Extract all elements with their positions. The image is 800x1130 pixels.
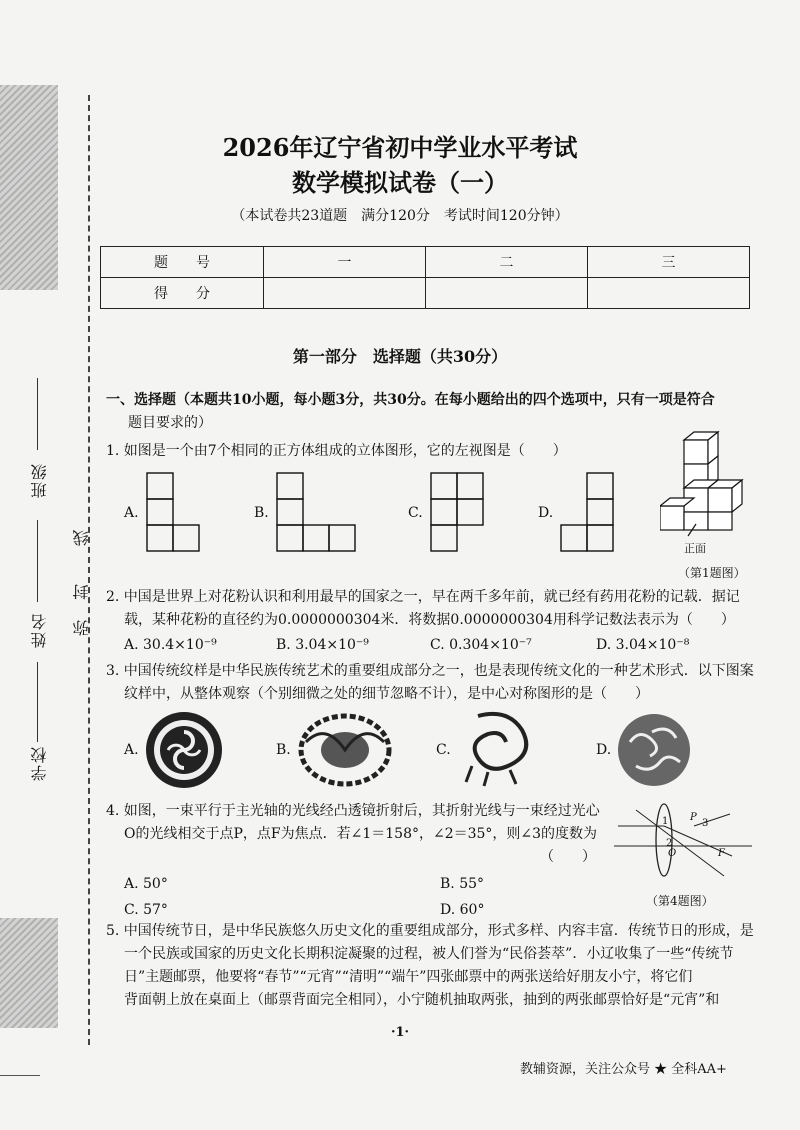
q1-option-a-figure <box>146 472 202 556</box>
binding-feng: 封 <box>72 582 91 600</box>
q1-option-b-figure <box>276 472 358 556</box>
q3-option-a[interactable]: A. <box>124 742 139 758</box>
q4-label-1: 1 <box>662 816 669 827</box>
page-number: ·1· <box>390 1025 410 1040</box>
score-header-cell: 题 号 <box>101 247 264 278</box>
q4-label-o: O <box>668 848 677 859</box>
q1-option-b[interactable]: B. <box>254 505 269 521</box>
class-blank[interactable] <box>37 378 38 450</box>
q4-option-b[interactable]: B. 55° <box>440 876 485 892</box>
q1-option-c-figure <box>430 472 486 556</box>
q4-option-a[interactable]: A. 50° <box>124 876 168 892</box>
q4-label-3: 3 <box>702 818 709 829</box>
q5-line4: 背面朝上放在桌面上（邮票背面完全相同），小宁随机抽取两张，抽到的两张邮票恰好是“元宵”和 <box>124 992 720 1008</box>
binding-xian: 线 <box>72 528 91 546</box>
q1-caption: （第1题图） <box>678 566 746 580</box>
score-header-cell: 三 <box>588 247 750 278</box>
binding-mi: 弥 <box>72 618 91 636</box>
q3-option-d[interactable]: D. <box>596 742 612 758</box>
q1-option-c[interactable]: C. <box>408 505 423 521</box>
score-row-label: 得 分 <box>101 278 264 309</box>
q2-line1: 2. 中国是世界上对花粉认识和利用最早的国家之一，早在两千多年前，就已经有药用花粉的记载．据记 <box>106 589 740 605</box>
bottom-edge-line <box>0 1075 40 1076</box>
part-intro-text: 一、选择题（本题共10小题，每小题3分，共30分。在每小题给出的四个选项中，只有一项是符合 <box>106 392 715 408</box>
q4-caption: （第4题图） <box>646 894 714 908</box>
school-label: 学校 <box>30 745 49 781</box>
section-title: 第一部分 选择题（共30分） <box>292 347 508 366</box>
q2-line2: 载，某种花粉的直径约为0.0000000304米．将数据0.0000000304用科学记数法表示为（ ） <box>124 612 735 628</box>
q3-pattern-a <box>144 710 224 790</box>
q1-cube-figure <box>660 428 750 540</box>
q4-line2: O的光线相交于点P，点F为焦点．若∠1＝158°，∠2＝35°，则∠3的度数为 <box>124 826 598 842</box>
q3-line2: 纹样中，从整体观察（个别细微之处的细节忽略不计），是中心对称图形的是（ ） <box>124 686 649 702</box>
q3-option-c[interactable]: C. <box>436 742 451 758</box>
score-cell[interactable] <box>426 278 588 309</box>
q3-pattern-d <box>616 712 692 788</box>
question-4 <box>106 800 606 846</box>
q2-option-c[interactable]: C. 0.304×10⁻⁷ <box>430 637 532 653</box>
scan-shadow-bottom <box>0 918 58 1028</box>
q1-option-d-figure <box>560 472 616 556</box>
question-5 <box>106 920 770 1012</box>
name-blank[interactable] <box>37 520 38 602</box>
q3-line1: 3. 中国传统纹样是中华民族传统艺术的重要组成部分之一，也是表现传统文化的一种艺术形式．以下图案 <box>106 663 754 679</box>
q3-pattern-b <box>296 712 394 788</box>
q4-option-c[interactable]: C. 57° <box>124 902 168 918</box>
q4-label-f: F <box>718 848 725 859</box>
score-cell[interactable] <box>588 278 750 309</box>
score-table <box>100 246 750 309</box>
q1-option-a[interactable]: A. <box>124 505 139 521</box>
binding-line <box>88 95 90 1045</box>
score-cell[interactable] <box>264 278 426 309</box>
question-2 <box>106 586 766 632</box>
q4-answer-paren: （ ） <box>540 849 596 865</box>
q4-lens-figure <box>614 800 754 880</box>
q3-option-b[interactable]: B. <box>276 742 291 758</box>
q1-option-d[interactable]: D. <box>538 505 554 521</box>
name-label: 姓名 <box>30 612 49 648</box>
q4-option-d[interactable]: D. 60° <box>440 902 485 918</box>
score-header-cell: 二 <box>426 247 588 278</box>
question-1-text: 1. 如图是一个由7个相同的正方体组成的立体图形，它的左视图是（ ） <box>106 443 567 459</box>
q5-line1: 5. 中国传统节日，是中华民族悠久历史文化的重要组成部分，形式多样、内容丰富．传统节日的形成，是 <box>106 923 754 939</box>
q2-option-d[interactable]: D. 3.04×10⁻⁸ <box>596 637 690 653</box>
q2-option-a[interactable]: A. 30.4×10⁻⁹ <box>124 637 217 653</box>
q5-line3: 日”主题邮票，他要将“春节”“元宵”“清明”“端午”四张邮票中的两张送给好朋友小宁，将它们 <box>124 969 693 985</box>
question-3 <box>106 660 766 706</box>
q3-pattern-c <box>458 706 538 790</box>
q4-label-p: P <box>690 812 697 823</box>
q5-line2: 一个民族或国家的历史文化长期积淀凝聚的过程，被人们誉为“民俗荟萃”．小辽收集了一些“传统节 <box>124 946 734 962</box>
q2-option-b[interactable]: B. 3.04×10⁻⁹ <box>276 637 369 653</box>
school-blank[interactable] <box>37 662 38 742</box>
exam-title: 2026年辽宁省初中学业水平考试 <box>222 133 578 162</box>
class-label: 班级 <box>30 462 49 498</box>
part-intro-text2: 题目要求的） <box>128 415 212 431</box>
q1-front-label: 正面 <box>684 542 706 555</box>
footer-note: 教辅资源，关注公众号 ★ 全科AA+ <box>520 1062 727 1077</box>
q4-label-2: 2 <box>666 838 673 849</box>
score-header-cell: 一 <box>264 247 426 278</box>
exam-info: （本试卷共23道题 满分120分 考试时间120分钟） <box>231 208 569 224</box>
q4-line1: 4. 如图，一束平行于主光轴的光线经凸透镜折射后，其折射光线与一束经过光心 <box>106 803 600 819</box>
exam-subtitle: 数学模拟试卷（一） <box>292 168 508 197</box>
